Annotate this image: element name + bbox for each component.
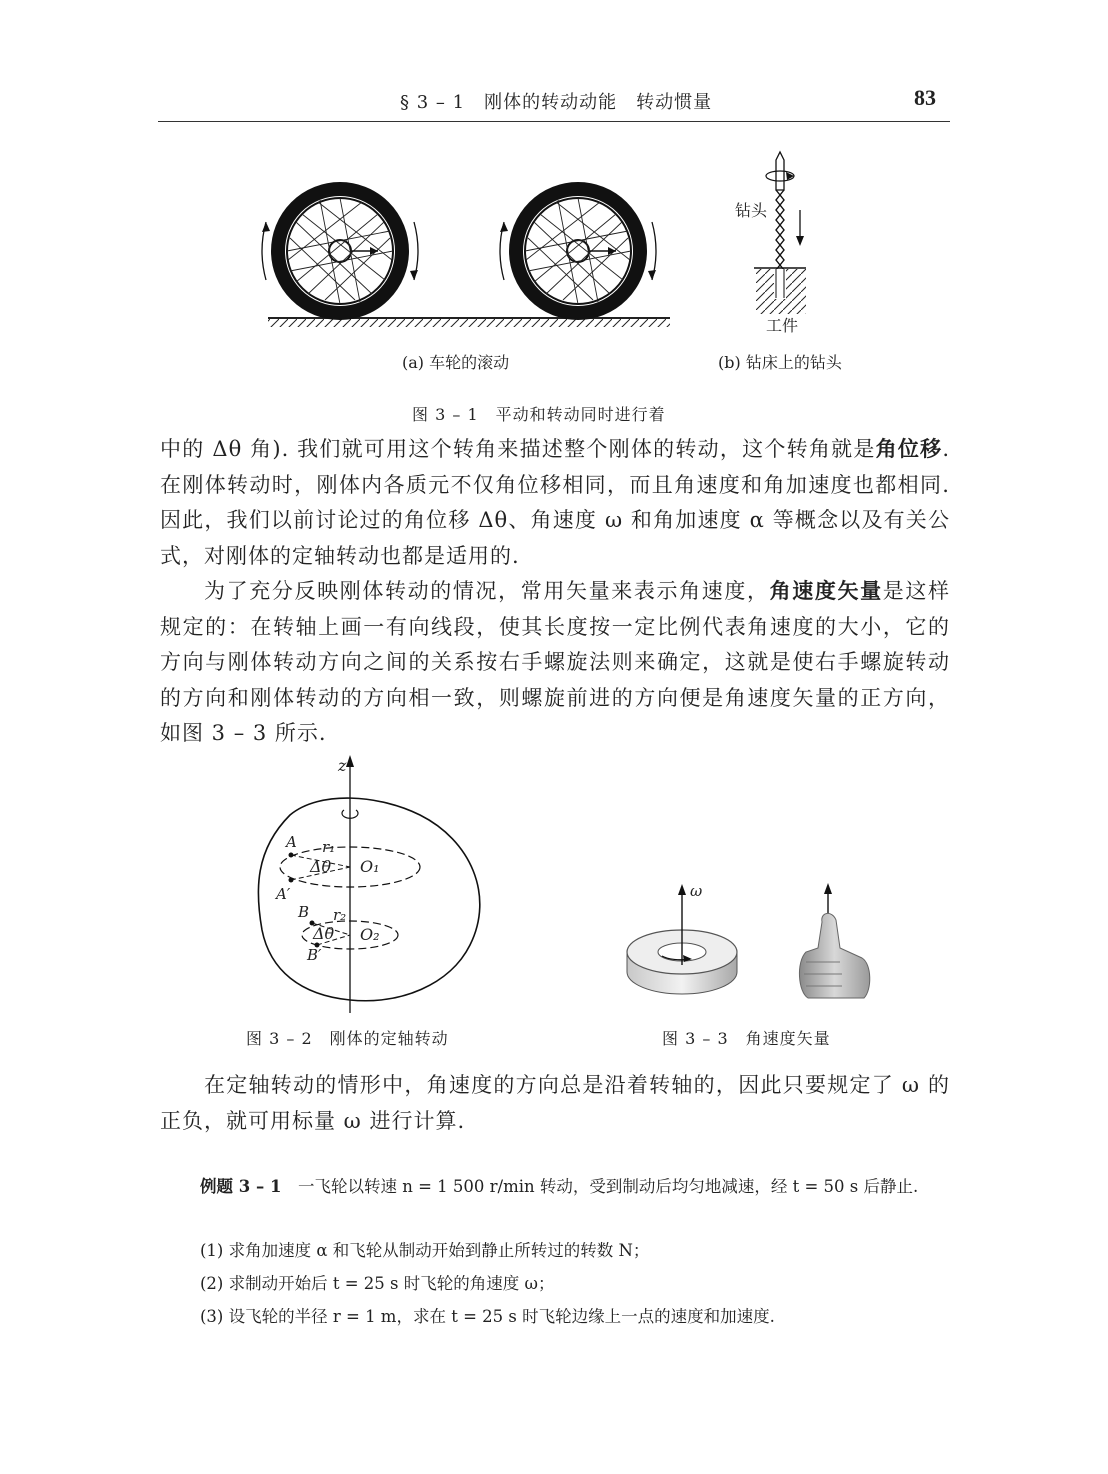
paragraph-3: 在定轴转动的情形中，角速度的方向总是沿着转轴的，因此只要规定了 ω 的正负，就可用标量 ω 进行计算. [160,1073,950,1133]
figure-3-2-caption: 图 3 – 2 刚体的定轴转动 [246,1029,449,1048]
paragraph-2: 为了充分反映刚体转动的情况，常用矢量来表示角速度，角速度矢量是这样规定的：在转轴上画一有向线段，使其长度按一定比例代表角速度的大小，它的方向与刚体转动方向之间的关系按右手螺旋法则来确定，这就是使右手螺旋转动的方向和刚体转动的方向相一致，则螺旋前进的方向便是角速度矢量的正方向，如图 3 – 3 所示. [160,579,950,745]
wheel-left [262,189,418,313]
center-O2-label: O₂ [360,925,380,944]
running-header: § 3 – 1 刚体的转动动能 转动惯量 [400,92,713,113]
z-axis-label: z [338,756,347,775]
figure-3-1-caption: 图 3 – 1 平动和转动同时进行着 [412,405,666,424]
figure-3-3-graphic [0,880,1108,1020]
caption-3-1a: (a) 车轮的滚动 [402,353,510,372]
wheel-right [500,189,656,313]
caption-3-1b: (b) 钻床上的钻头 [718,353,842,372]
paragraph-1: 中的 Δθ 角). 我们就可用这个转角来描述整个刚体的转动，这个转角就是角位移. 在刚体转动时，刚体内各质元不仅角位移相同，而且角速度和角加速度也都相同. 因此，我们以前讨论过的角位移 Δθ、角速度 ω 和角加速度 α 等概念以及有关公式，对刚体的定轴转动也都是适用的. [160,437,951,568]
center-O1-label: O₁ [360,857,380,876]
omega-label: ω [690,882,703,900]
radius-r2-label: r₂ [333,906,347,924]
example-item-3: (3) 设飞轮的半径 r = 1 m，求在 t = 25 s 时飞轮边缘上一点的速度和加速度. [200,1307,775,1326]
example-item-2: (2) 求制动开始后 t = 25 s 时飞轮的角速度 ω； [200,1274,555,1293]
radius-r1-label: r₁ [322,838,336,856]
delta-theta-1-label: Δθ [310,857,332,876]
point-B-label: B [298,903,310,921]
page-number: 83 [914,85,936,110]
drill-label: 钻头 [735,201,768,220]
point-A-label: A [286,833,297,851]
delta-theta-2-label: Δθ [313,924,335,943]
example-title: 例题 3 – 1 [200,1177,282,1196]
point-A-prime-label: A′ [276,885,291,903]
drill-bit [754,152,806,314]
point-B-prime-label: B′ [307,946,322,964]
figure-3-3-caption: 图 3 – 3 角速度矢量 [662,1029,831,1048]
example-statement: 例题 3 – 1 一飞轮以转速 n = 1 500 r/min 转动，受到制动后均匀地减速，经 t = 50 s 后静止. [200,1177,919,1196]
keyword-angular-displacement: 角位移 [875,437,943,461]
workpiece-label: 工件 [766,316,799,335]
header-rule [158,121,950,122]
example-item-1: (1) 求角加速度 α 和飞轮从制动开始到静止所转过的转数 N； [200,1241,650,1260]
keyword-angular-velocity-vector: 角速度矢量 [769,579,883,603]
